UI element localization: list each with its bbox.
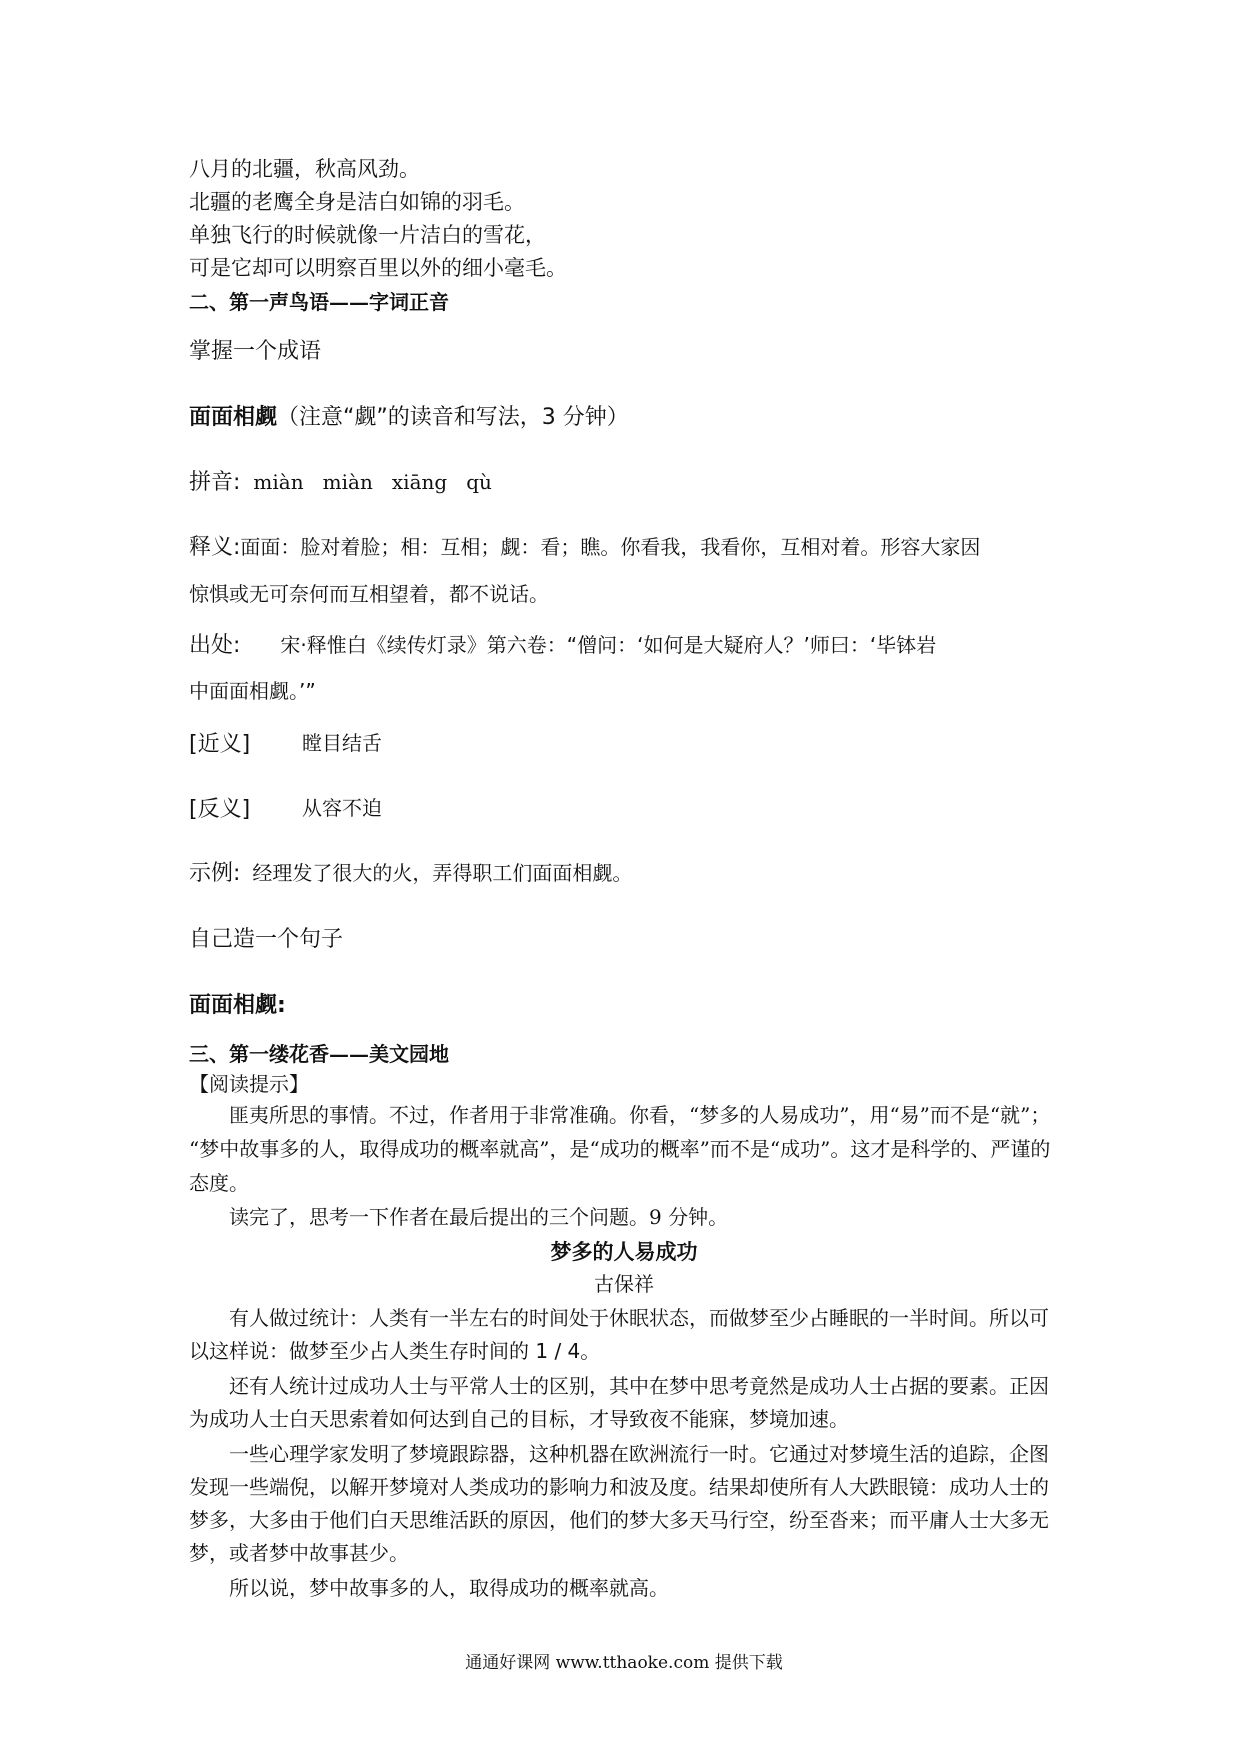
article-paragraph-2: 还有人统计过成功人士与平常人士的区别，其中在梦中思考竟然是成功人士占据的要素。正因为成功人士白天思索着如何达到自己的目标，才导致夜不能寐，梦境加速。	[189, 1374, 1049, 1431]
poem-line-4: 可是它却可以明察百里以外的细小毫毛。	[189, 256, 567, 280]
idiom-note: （注意“觑”的读音和写法，3 分钟）	[277, 405, 629, 430]
example-text: 经理发了很大的火，弄得职工们面面相觑。	[252, 861, 633, 885]
pinyin-value: miàn miàn xiāng qù	[253, 470, 492, 494]
source-line-2: 中面面相觑。’”	[189, 679, 316, 703]
example-line	[189, 856, 632, 887]
poem-line-2: 北疆的老鹰全身是洁白如锦的羽毛。	[189, 190, 525, 214]
article-paragraph-1: 有人做过统计：人类有一半左右的时间处于休眠状态，而做梦至少占睡眠的一半时间。所以可以这样说：做梦至少占人类生存时间的 1 / 4。	[189, 1306, 1049, 1363]
antonym-value: 从容不迫	[302, 796, 382, 820]
section3-heading: 三、第一缕花香——美文园地	[189, 1042, 449, 1066]
article-paragraph-4: 所以说，梦中故事多的人，取得成功的概率就高。	[229, 1576, 669, 1600]
source-text-1: 宋·释惟白《续传灯录》第六卷：“僧问：‘如何是大疑府人？’师曰：‘毕钵岩	[280, 633, 937, 657]
meaning-line-1	[189, 530, 980, 561]
article-author: 古保祥	[594, 1272, 654, 1296]
meaning-line-2: 惊惧或无可奈何而互相望着，都不说话。	[189, 582, 549, 606]
antonym-label: [反义]	[189, 797, 251, 822]
meaning-label: 释义:	[189, 535, 241, 560]
source-line-1	[189, 628, 936, 659]
article-paragraph-3: 一些心理学家发明了梦境跟踪器，这种机器在欧洲流行一时。它通过对梦境生活的追踪，企图发现一些端倪，以解开梦境对人类成功的影响力和波及度。结果却使所有人大跌眼镜：成功人士的梦多，大多由于他们白天思维活跃的原因，他们的梦大多天马行空，纷至沓来；而平庸人士大多无梦，或者梦中故事甚少。	[189, 1442, 1049, 1565]
master-idiom-label: 掌握一个成语	[189, 339, 322, 364]
reading-tip-instruction: 读完了，思考一下作者在最后提出的三个问题。9 分钟。	[229, 1205, 729, 1229]
synonym-value: 瞠目结舌	[302, 731, 382, 755]
poem-line-3: 单独飞行的时候就像一片洁白的雪花，	[189, 223, 546, 247]
make-sentence-label: 自己造一个句子	[189, 927, 344, 952]
page-footer: 通通好课网 www.tthaoke.com 提供下载	[465, 1653, 783, 1673]
idiom-title: 面面相觑	[189, 405, 278, 430]
source-label: 出处:	[189, 633, 241, 658]
article-title: 梦多的人易成功	[550, 1239, 698, 1264]
example-label: 示例:	[189, 861, 241, 886]
synonym-label: [近义]	[189, 732, 251, 757]
pinyin-line	[189, 465, 492, 496]
meaning-text-1: 面面：脸对着脸；相：互相；觑：看；瞧。你看我，我看你，互相对着。形容大家因	[240, 535, 981, 559]
poem-line-1: 八月的北疆，秋高风劲。	[189, 157, 420, 181]
idiom-colon-label: 面面相觑:	[189, 993, 286, 1018]
reading-tip-label: 【阅读提示】	[189, 1072, 309, 1096]
idiom-title-line	[189, 400, 629, 431]
reading-tip-paragraph: 匪夷所思的事情。不过，作者用于非常准确。你看，“梦多的人易成功”，用“易”而不是“就”； “梦中故事多的人，取得成功的概率就高”，是“成功的概率”而不是“成功”。这才是科学的、严谨的态度。	[189, 1103, 1051, 1195]
section2-heading: 二、第一声鸟语——字词正音	[189, 290, 449, 314]
pinyin-label: 拼音:	[189, 470, 241, 495]
